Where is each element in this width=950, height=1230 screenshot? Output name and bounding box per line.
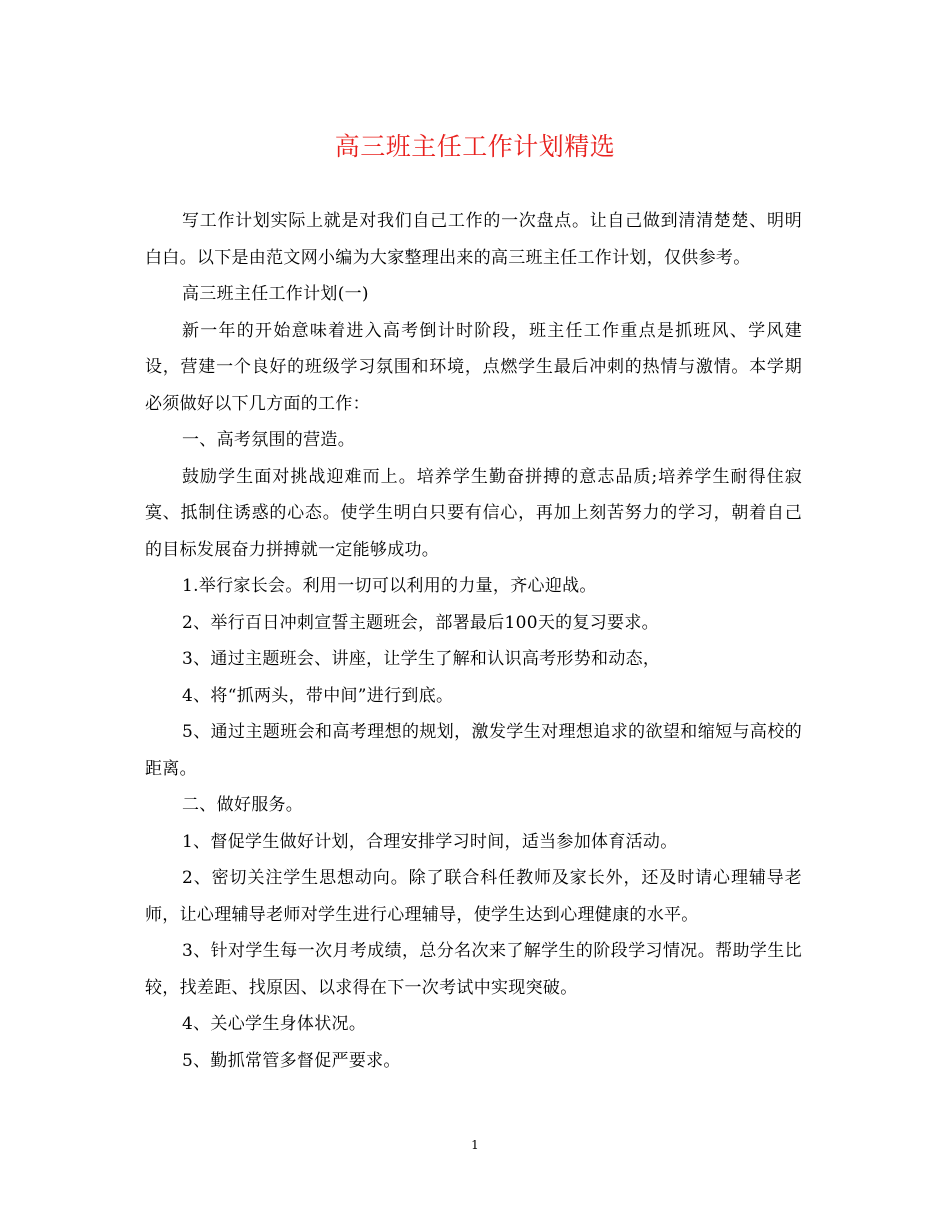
list-item: 4、将“抓两头，带中间”进行到底。 — [182, 685, 454, 706]
list-item: 2、举行百日冲刺宣誓主题班会，部署最后100天的复习要求。 — [182, 612, 659, 633]
paragraph-intro: 写工作计划实际上就是对我们自己工作的一次盘点。让自己做到清清楚楚、明明白白。以下是由范文网小编为大家整理出来的高三班主任工作计划，仅供参考。 — [145, 211, 802, 268]
list-item: 3、通过主题班会、讲座，让学生了解和认识高考形势和动态， — [182, 649, 661, 669]
section-heading-atmosphere: 一、高考氛围的营造。 — [182, 430, 355, 450]
document-title: 高三班主任工作计划精选 — [334, 132, 616, 161]
list-item: 3、针对学生每一次月考成绩，总分名次来了解学生的阶段学习情况。帮助学生比较，找差距、找原因、以求得在下一次考试中实现突破。 — [145, 941, 802, 998]
list-item: 2、密切关注学生思想动向。除了联合科任教师及家长外，还及时请心理辅导老师，让心理辅导老师对学生进行心理辅导，使学生达到心理健康的水平。 — [145, 868, 802, 925]
list-item: 1、督促学生做好计划，合理安排学习时间，适当参加体育活动。 — [182, 831, 678, 852]
list-item: 4、关心学生身体状况。 — [182, 1014, 367, 1034]
list-item: 5、勤抓常管多督促严要求。 — [182, 1050, 401, 1071]
list-item: 1.举行家长会。利用一切可以利用的力量，齐心迎战。 — [182, 576, 597, 596]
list-item: 5、通过主题班会和高考理想的规划，激发学生对理想追求的欲望和缩短与高校的距离。 — [145, 722, 802, 779]
section-heading-plan-1: 高三班主任工作计划(一) — [182, 284, 369, 304]
document-body — [145, 203, 802, 1079]
paragraph-atmosphere: 鼓励学生面对挑战迎难而上。培养学生勤奋拼搏的意志品质;培养学生耐得住寂寞、抵制住诱惑的心态。使学生明白只要有信心，再加上刻苦努力的学习，朝着自己的目标发展奋力拼搏就一定能够成功。 — [145, 466, 802, 560]
page-number: 1 — [471, 1138, 479, 1152]
section-heading-service: 二、做好服务。 — [182, 795, 304, 815]
paragraph-plan-1-intro: 新一年的开始意味着进入高考倒计时阶段，班主任工作重点是抓班风、学风建设，营建一个良好的班级学习氛围和环境，点燃学生最后冲刺的热情与激情。本学期必须做好以下几方面的工作： — [145, 320, 802, 414]
